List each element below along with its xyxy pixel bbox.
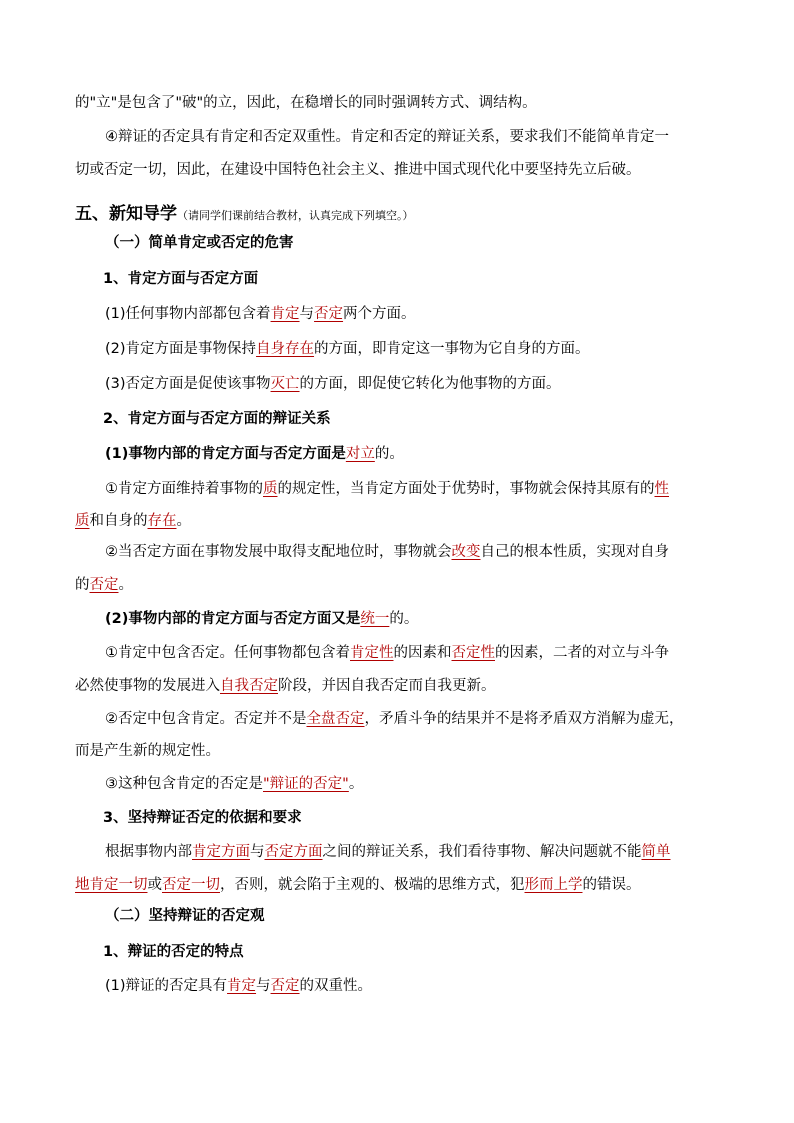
text: ②当否定方面在事物发展中取得支配地位时，事物就会 xyxy=(105,544,452,560)
text: (2)肯定方面是事物保持 xyxy=(105,341,257,357)
subsection-heading: 1、肯定方面与否定方面 xyxy=(103,271,259,287)
text: 的错误。 xyxy=(582,877,641,893)
answer-blank: 否定性 xyxy=(451,645,495,661)
fill-line xyxy=(75,676,496,696)
fill-line xyxy=(105,842,671,862)
fill-line xyxy=(105,374,561,394)
answer-blank: 质 xyxy=(263,481,278,497)
answer-blank: 存在 xyxy=(147,513,177,529)
text: ②否定中包含肯定。否定并不是 xyxy=(105,711,307,727)
text: 与 xyxy=(256,978,271,994)
text: 根据事物内部 xyxy=(105,844,192,860)
answer-blank: 对立 xyxy=(345,446,375,462)
text: 。 xyxy=(118,577,133,593)
subsection-heading: 3、坚持辩证否定的依据和要求 xyxy=(103,810,302,826)
text: 两个方面。 xyxy=(343,306,416,322)
text: (3)否定方面是促使该事物 xyxy=(105,376,271,392)
text: 自己的根本性质，实现对自身 xyxy=(480,544,669,560)
subsection-heading: 2、肯定方面与否定方面的辩证关系 xyxy=(103,411,331,427)
text: ①肯定方面维持着事物的 xyxy=(105,481,263,497)
text: 和自身的 xyxy=(89,513,148,529)
answer-blank: 否定一切 xyxy=(162,877,220,893)
answer-blank: 质 xyxy=(75,513,90,529)
text: 的因素和 xyxy=(393,645,452,661)
text: 的。 xyxy=(389,611,419,627)
text: (1)任何事物内部都包含着 xyxy=(105,306,271,322)
answer-blank: 性 xyxy=(654,481,669,497)
answer-blank: 简单 xyxy=(641,844,671,860)
answer-blank: 肯定性 xyxy=(350,645,394,661)
heading-note: （请同学们课前结合教材，认真完成下列填空。） xyxy=(177,209,414,222)
fill-line xyxy=(105,643,669,663)
text: 与 xyxy=(299,306,315,322)
heading-text: 五、新知导学 xyxy=(75,204,177,224)
text: 与 xyxy=(250,844,265,860)
fill-line xyxy=(75,875,641,895)
fill-line xyxy=(105,976,372,996)
answer-blank: 否定方面 xyxy=(264,844,323,860)
text-line: ④辩证的否定具有肯定和否定双重性。肯定和否定的辩证关系，要求我们不能简单肯定一 xyxy=(105,129,669,145)
answer-blank: 自我否定 xyxy=(220,678,278,694)
text: 的规定性，当肯定方面处于优势时，事物就会保持其原有的 xyxy=(277,481,655,497)
text: ①肯定中包含否定。任何事物都包含着 xyxy=(105,645,350,661)
text: (1)辩证的否定具有 xyxy=(105,978,228,994)
text-line: 而是产生新的规定性。 xyxy=(75,743,220,759)
fill-line xyxy=(75,511,191,531)
answer-blank: 否定 xyxy=(314,306,344,322)
answer-blank: 否定 xyxy=(89,577,119,593)
subsection-heading: （二）坚持辩证的否定观 xyxy=(105,908,265,924)
text: 的方面，即肯定这一事物为它自身的方面。 xyxy=(314,341,590,357)
answer-blank: 地肯定一切 xyxy=(75,877,148,893)
text: 的 xyxy=(75,577,90,593)
text: ③这种包含肯定的否定是 xyxy=(105,776,263,792)
fill-line xyxy=(105,304,416,324)
text: 阶段，并因自我否定而自我更新。 xyxy=(278,678,496,694)
text: (2)事物内部的肯定方面与否定方面又是 xyxy=(105,611,361,627)
answer-blank: 肯定方面 xyxy=(192,844,250,860)
text: 。 xyxy=(348,776,364,792)
fill-line xyxy=(105,542,669,562)
fill-line xyxy=(75,575,133,595)
text: (1)事物内部的肯定方面与否定方面是 xyxy=(105,446,346,462)
section-heading xyxy=(75,204,414,226)
answer-blank: 灭亡 xyxy=(270,376,300,392)
answer-blank: 全盘否定 xyxy=(306,711,365,727)
fill-line xyxy=(105,444,404,464)
answer-blank: 改变 xyxy=(451,544,481,560)
answer-blank: 形而上学 xyxy=(524,877,583,893)
text: 的。 xyxy=(374,446,404,462)
fill-line xyxy=(105,479,669,499)
fill-line xyxy=(105,709,684,729)
subsection-heading: （一）简单肯定或否定的危害 xyxy=(105,235,294,251)
text-line: 切或否定一切，因此，在建设中国特色社会主义、推进中国式现代化中要坚持先立后破。 xyxy=(75,162,641,178)
text-line: 的"立"是包含了"破"的立，因此，在稳增长的同时强调转方式、调结构。 xyxy=(75,95,537,111)
text: 的因素，二者的对立与斗争 xyxy=(495,645,669,661)
answer-blank: 肯定 xyxy=(227,978,257,994)
fill-line xyxy=(105,609,418,629)
text: 的双重性。 xyxy=(299,978,373,994)
text: 或 xyxy=(147,877,162,893)
fill-line xyxy=(105,774,363,794)
subsection-heading: 1、辩证的否定的特点 xyxy=(103,944,244,960)
answer-blank: "辩证的否定" xyxy=(263,776,349,792)
text: ，否则，就会陷于主观的、极端的思维方式，犯 xyxy=(220,877,525,893)
text: 之间的辩证关系，我们看待事物、解决问题就不能 xyxy=(322,844,642,860)
text: 。 xyxy=(176,513,191,529)
text: 必然使事物的发展进入 xyxy=(75,678,220,694)
answer-blank: 统一 xyxy=(360,611,390,627)
answer-blank: 肯定 xyxy=(270,306,300,322)
text: 的方面，即促使它转化为他事物的方面。 xyxy=(299,376,561,392)
fill-line xyxy=(105,339,590,359)
text: ，矛盾斗争的结果并不是将矛盾双方消解为虚无， xyxy=(364,711,684,727)
answer-blank: 否定 xyxy=(270,978,300,994)
answer-blank: 自身存在 xyxy=(256,341,315,357)
